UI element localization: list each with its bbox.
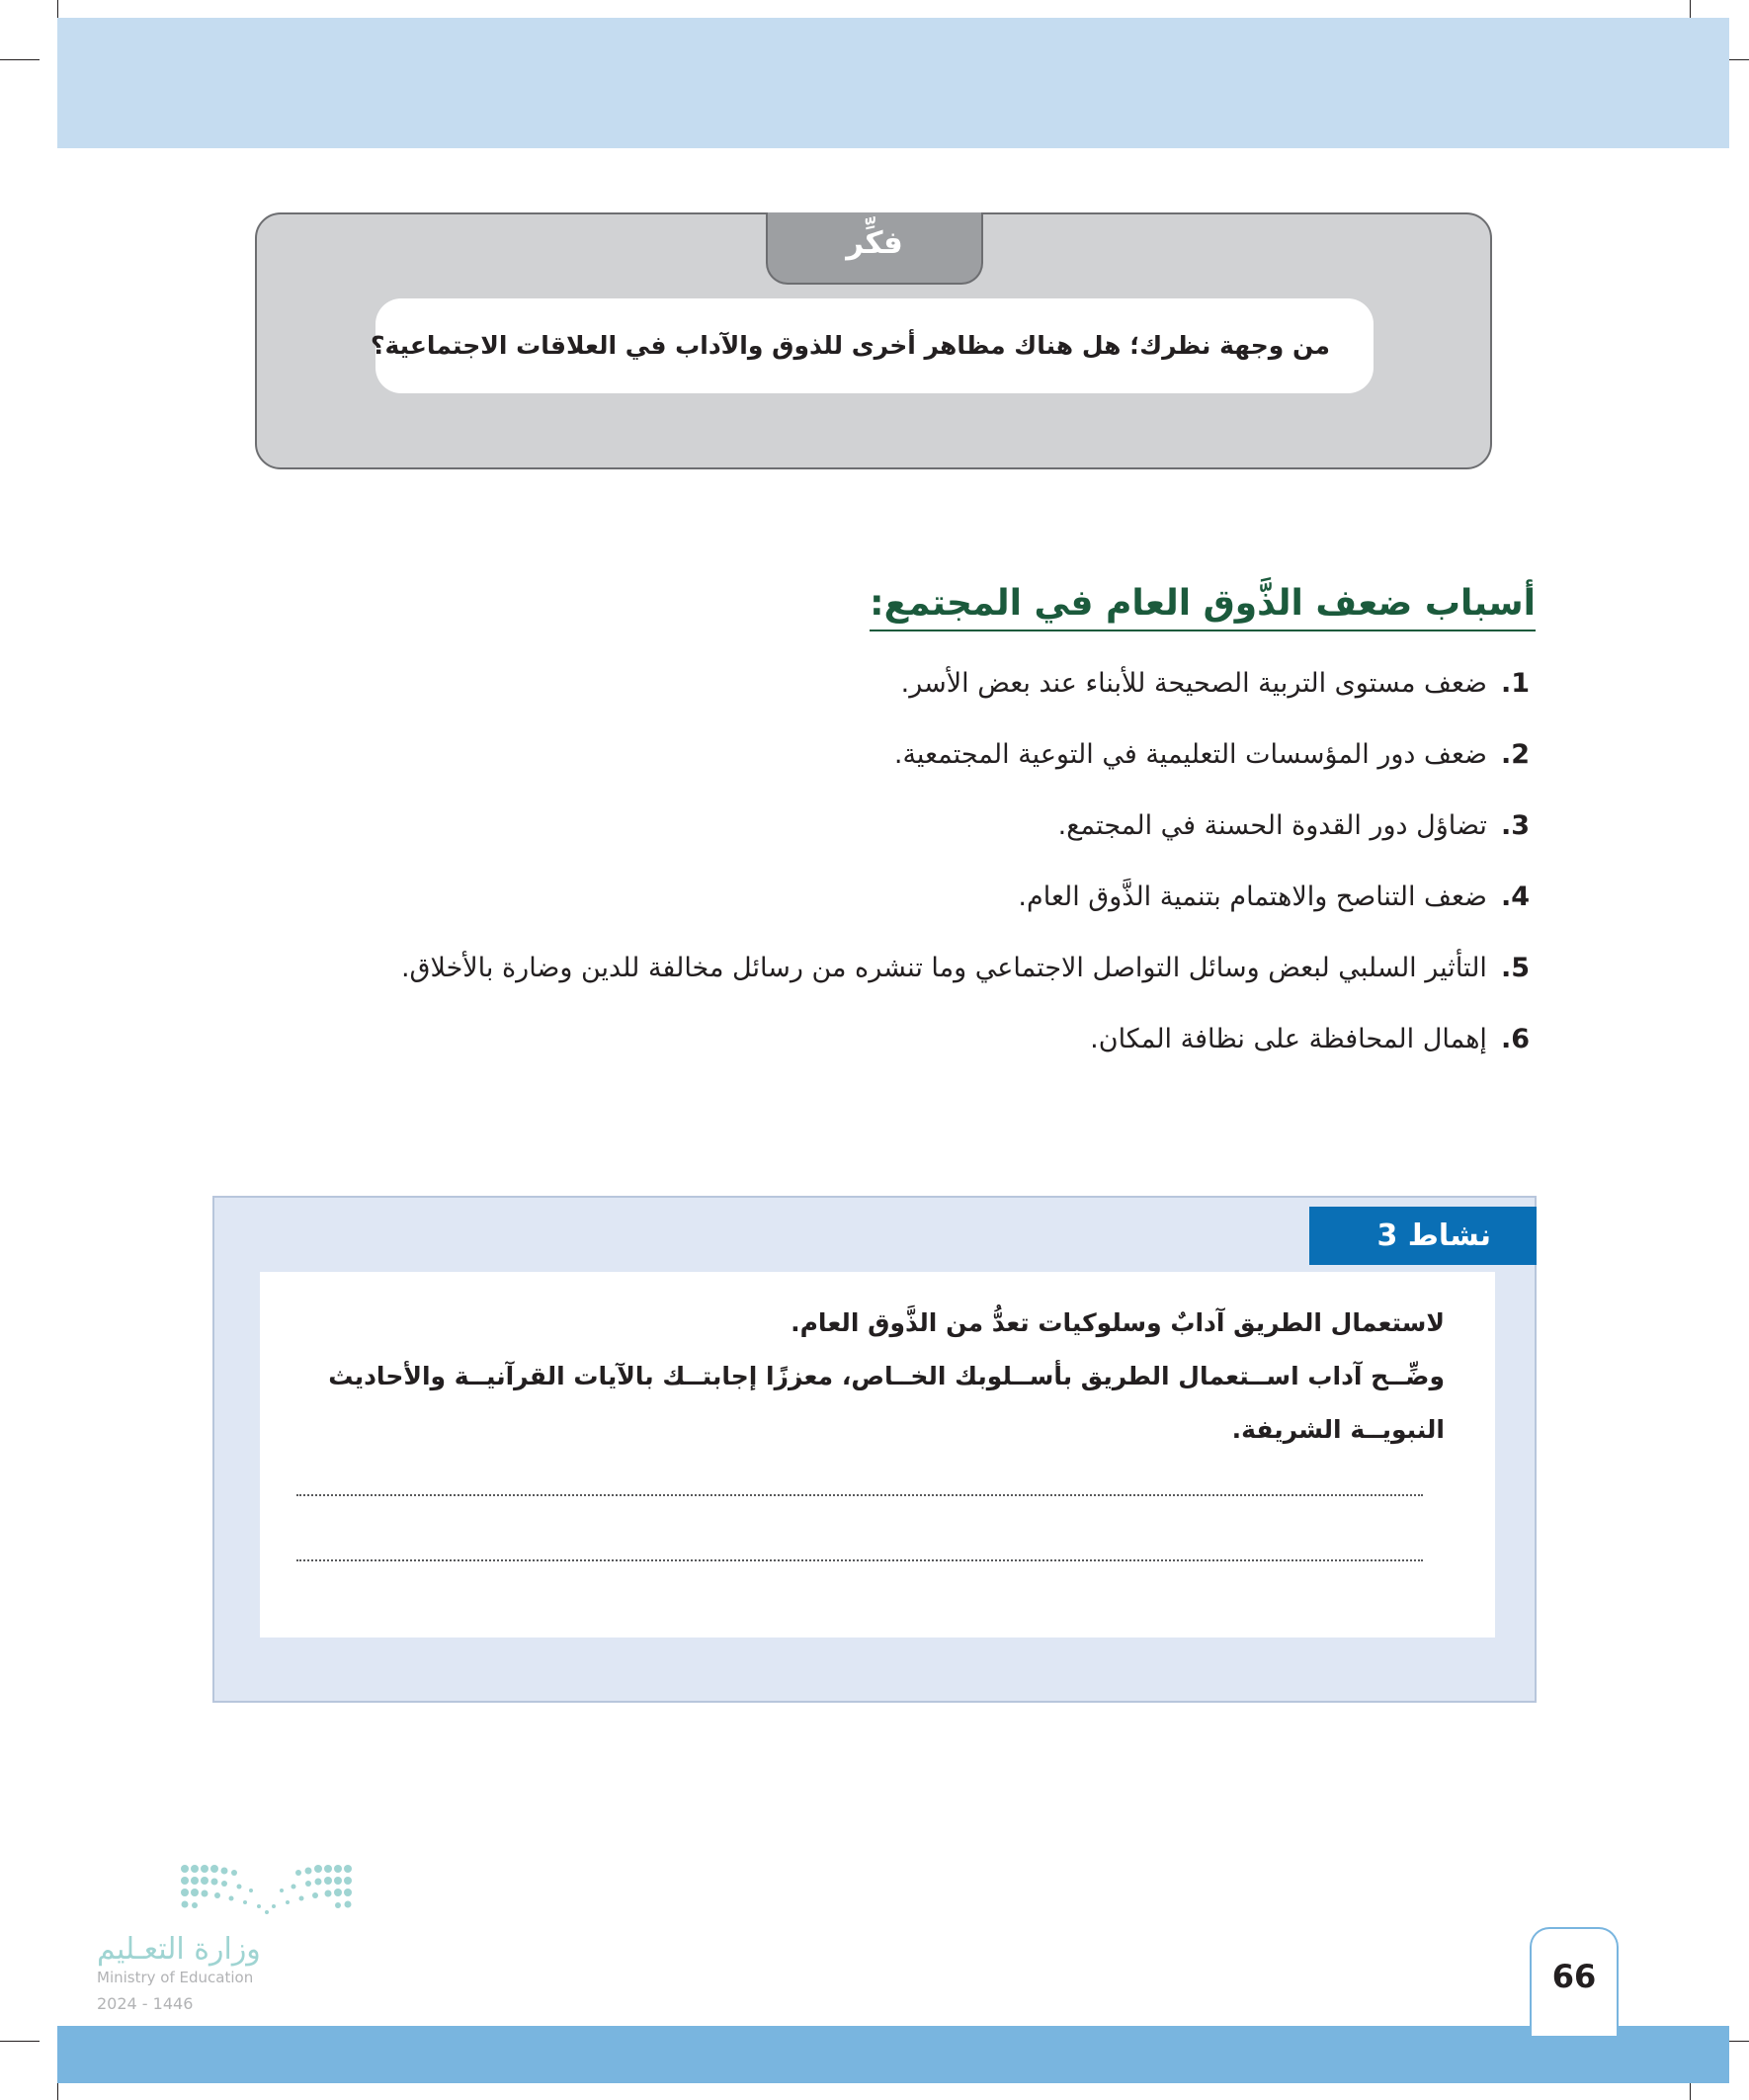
item-text: التأثير السلبي لبعض وسائل التواصل الاجتماعي وما تنشره من رسائل مخالفة للدين وضارة بالأخلاق. bbox=[400, 953, 1487, 983]
activity-label: نشاط 3 bbox=[1309, 1207, 1537, 1265]
item-text: ضعف مستوى التربية الصحيحة للأبناء عند بعض الأسر. bbox=[900, 668, 1487, 699]
answer-line[interactable] bbox=[296, 1494, 1423, 1496]
item-number: 1. bbox=[1500, 668, 1530, 699]
item-number: 4. bbox=[1500, 882, 1530, 912]
ministry-year: 2024 - 1446 bbox=[97, 1994, 194, 2013]
ministry-name-ar: وزارة التعـليم bbox=[97, 1932, 261, 1967]
ministry-logo-icon bbox=[180, 1863, 353, 1922]
item-text: ضعف التناصح والاهتمام بتنمية الذَّوق العام. bbox=[1018, 882, 1487, 912]
list-item bbox=[344, 1013, 1530, 1084]
list-item bbox=[344, 728, 1530, 799]
item-number: 3. bbox=[1500, 810, 1530, 841]
item-text: إهمال المحافظة على نظافة المكان. bbox=[1090, 1024, 1487, 1054]
answer-line[interactable] bbox=[296, 1559, 1423, 1561]
bottom-footer-band bbox=[57, 2026, 1729, 2083]
list-item bbox=[344, 871, 1530, 942]
list-item bbox=[344, 799, 1530, 871]
ministry-name-en: Ministry of Education bbox=[97, 1969, 254, 1986]
item-number: 2. bbox=[1500, 739, 1530, 770]
think-label: فكِّر bbox=[766, 212, 983, 285]
activity-line-2: وضِّــح آداب اســتعمال الطريق بأســلوبك الخــاص، معززًا إجابتــك بالآيات القرآنيــة والأحاديث bbox=[328, 1362, 1445, 1390]
item-number: 6. bbox=[1500, 1024, 1530, 1054]
crop-mark bbox=[0, 2041, 40, 2042]
item-text: تضاؤل دور القدوة الحسنة في المجتمع. bbox=[1057, 810, 1487, 841]
list-item bbox=[344, 657, 1530, 728]
causes-list bbox=[344, 657, 1530, 1084]
page-number: 66 bbox=[1530, 1927, 1619, 2036]
section-title: أسباب ضعف الذَّوق العام في المجتمع: bbox=[870, 583, 1536, 631]
think-question: من وجهة نظرك؛ هل هناك مظاهر أخرى للذوق والآداب في العلاقات الاجتماعية؟ bbox=[375, 298, 1374, 393]
activity-instructions bbox=[298, 1297, 1445, 1457]
activity-line-3: النبويــة الشريفة. bbox=[1231, 1415, 1445, 1444]
top-header-band bbox=[57, 18, 1729, 148]
list-item bbox=[344, 942, 1530, 1013]
crop-mark bbox=[0, 59, 40, 60]
item-text: ضعف دور المؤسسات التعليمية في التوعية المجتمعية. bbox=[893, 739, 1487, 770]
item-number: 5. bbox=[1500, 953, 1530, 983]
activity-line-1: لاستعمال الطريق آدابٌ وسلوكيات تعدُّ من الذَّوق العام. bbox=[791, 1308, 1445, 1337]
